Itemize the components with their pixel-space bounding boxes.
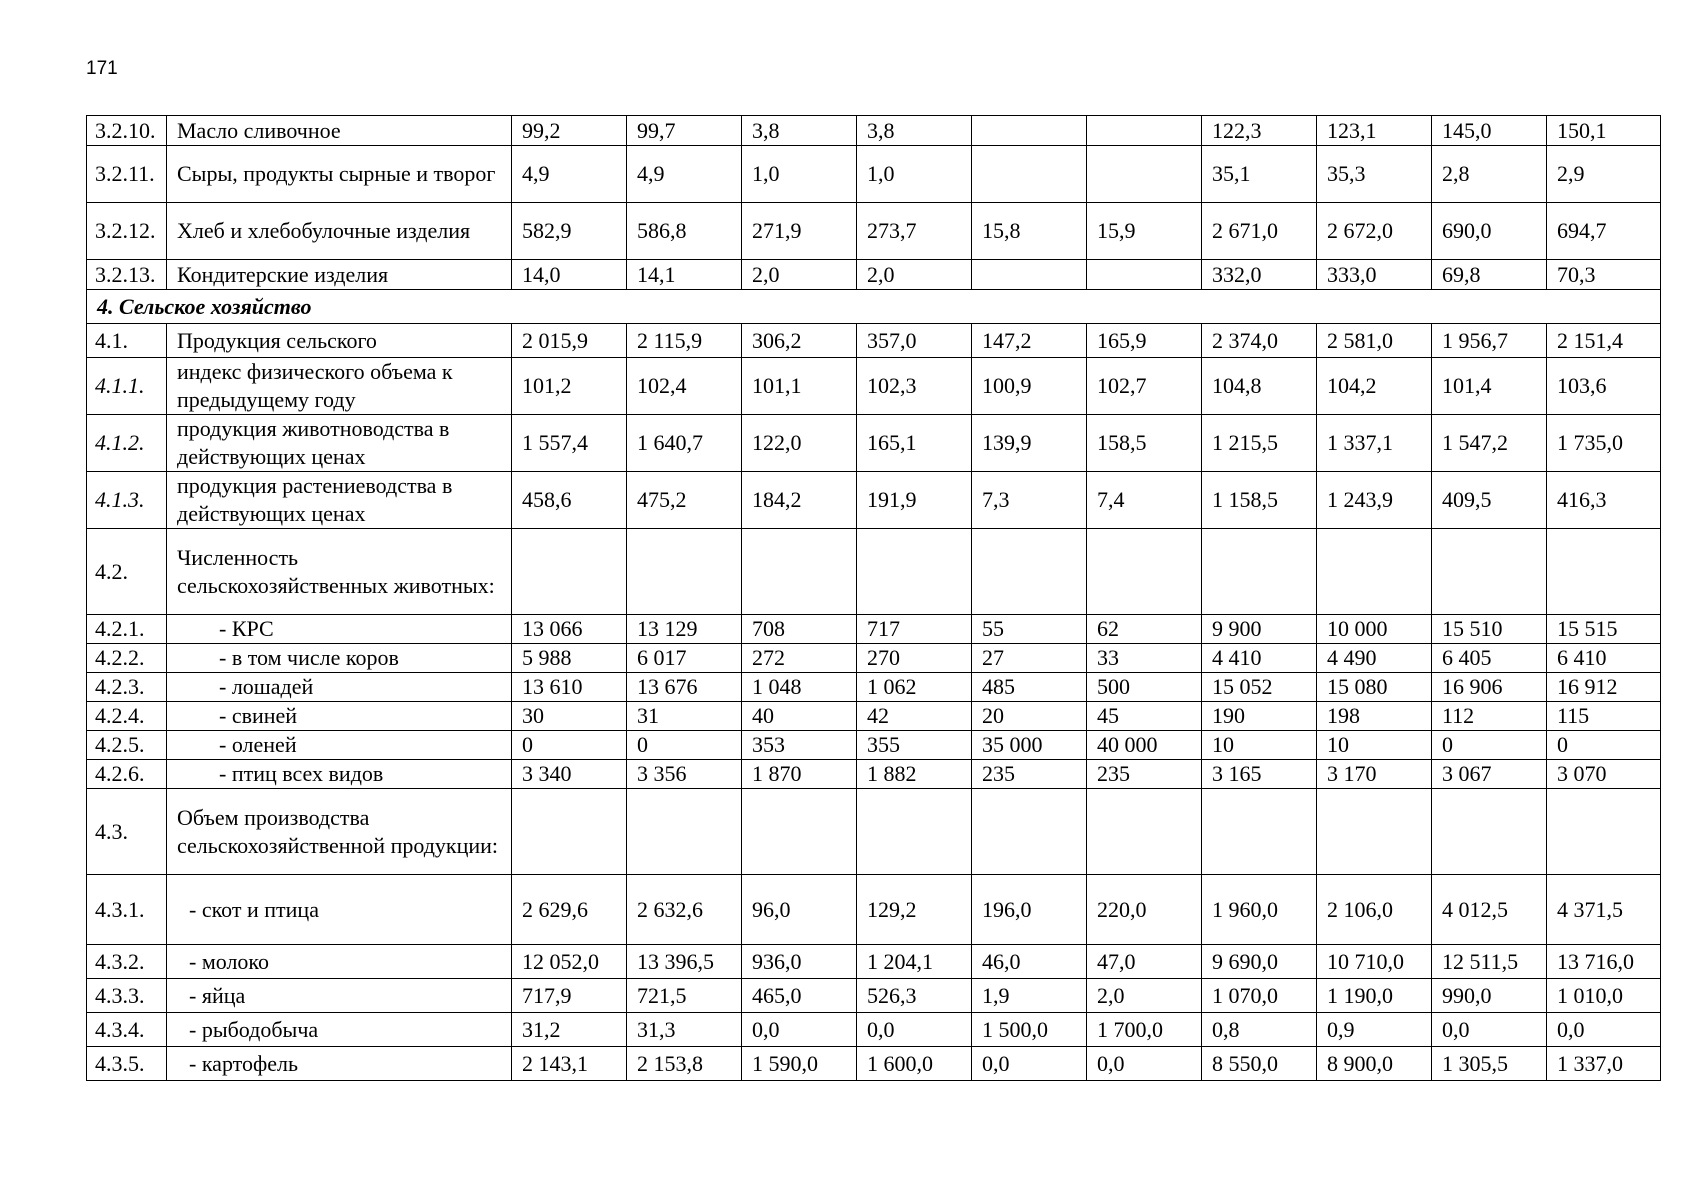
value-cell: 1 590,0 <box>742 1047 857 1081</box>
value-cell: 1 500,0 <box>972 1013 1087 1047</box>
table-row <box>87 358 1661 415</box>
value-cell: 27 <box>972 644 1087 673</box>
value-cell: 5 988 <box>512 644 627 673</box>
value-cell: 0,0 <box>1087 1047 1202 1081</box>
row-name: Масло сливочное <box>167 116 512 146</box>
value-cell: 0 <box>1547 731 1661 760</box>
value-cell: 2 671,0 <box>1202 203 1317 260</box>
value-cell: 3 170 <box>1317 760 1432 789</box>
value-cell <box>1317 529 1432 615</box>
value-cell: 31 <box>627 702 742 731</box>
value-cell: 220,0 <box>1087 875 1202 945</box>
row-number: 3.2.11. <box>87 146 167 203</box>
table-row <box>87 324 1661 358</box>
value-cell: 102,4 <box>627 358 742 415</box>
table-row <box>87 1047 1661 1081</box>
value-cell: 3 067 <box>1432 760 1547 789</box>
value-cell: 0,0 <box>972 1047 1087 1081</box>
value-cell: 10 710,0 <box>1317 945 1432 979</box>
row-name: - лошадей <box>167 673 512 702</box>
value-cell: 690,0 <box>1432 203 1547 260</box>
value-cell: 35,3 <box>1317 146 1432 203</box>
value-cell: 0,8 <box>1202 1013 1317 1047</box>
value-cell: 1 700,0 <box>1087 1013 1202 1047</box>
value-cell <box>512 529 627 615</box>
table-row <box>87 415 1661 472</box>
value-cell: 99,7 <box>627 116 742 146</box>
value-cell: 42 <box>857 702 972 731</box>
value-cell: 1 735,0 <box>1547 415 1661 472</box>
value-cell <box>1202 789 1317 875</box>
value-cell: 586,8 <box>627 203 742 260</box>
value-cell: 3 165 <box>1202 760 1317 789</box>
row-number: 4.1.2. <box>87 415 167 472</box>
value-cell: 20 <box>972 702 1087 731</box>
value-cell: 122,3 <box>1202 116 1317 146</box>
value-cell: 7,3 <box>972 472 1087 529</box>
value-cell <box>1202 529 1317 615</box>
value-cell: 1 190,0 <box>1317 979 1432 1013</box>
row-number: 3.2.13. <box>87 260 167 290</box>
row-name: Продукция сельского <box>167 324 512 358</box>
row-number: 4.2.5. <box>87 731 167 760</box>
value-cell: 0,0 <box>857 1013 972 1047</box>
value-cell: 2 106,0 <box>1317 875 1432 945</box>
value-cell: 1 204,1 <box>857 945 972 979</box>
statistics-table <box>86 115 1661 1081</box>
value-cell: 485 <box>972 673 1087 702</box>
value-cell: 15 515 <box>1547 615 1661 644</box>
value-cell: 35,1 <box>1202 146 1317 203</box>
value-cell: 10 000 <box>1317 615 1432 644</box>
value-cell: 40 000 <box>1087 731 1202 760</box>
value-cell: 990,0 <box>1432 979 1547 1013</box>
value-cell: 104,2 <box>1317 358 1432 415</box>
value-cell: 190 <box>1202 702 1317 731</box>
row-name: - в том числе коров <box>167 644 512 673</box>
value-cell: 3 070 <box>1547 760 1661 789</box>
section-row <box>87 290 1661 324</box>
row-name: - КРС <box>167 615 512 644</box>
value-cell <box>627 529 742 615</box>
row-number: 4.3.2. <box>87 945 167 979</box>
value-cell: 123,1 <box>1317 116 1432 146</box>
value-cell: 694,7 <box>1547 203 1661 260</box>
row-name: - скот и птица <box>167 875 512 945</box>
value-cell: 3,8 <box>857 116 972 146</box>
value-cell: 13 066 <box>512 615 627 644</box>
value-cell: 6 017 <box>627 644 742 673</box>
value-cell: 416,3 <box>1547 472 1661 529</box>
page-number: 171 <box>86 58 118 79</box>
value-cell: 31,3 <box>627 1013 742 1047</box>
row-number: 4.3.3. <box>87 979 167 1013</box>
value-cell <box>972 260 1087 290</box>
value-cell: 158,5 <box>1087 415 1202 472</box>
value-cell: 355 <box>857 731 972 760</box>
value-cell: 2 115,9 <box>627 324 742 358</box>
value-cell: 4,9 <box>512 146 627 203</box>
value-cell <box>1087 789 1202 875</box>
value-cell: 15,8 <box>972 203 1087 260</box>
value-cell: 717,9 <box>512 979 627 1013</box>
value-cell: 1 557,4 <box>512 415 627 472</box>
value-cell: 4 371,5 <box>1547 875 1661 945</box>
table-row <box>87 472 1661 529</box>
value-cell <box>972 116 1087 146</box>
row-name: Численность сельскохозяйственных животных: <box>167 529 512 615</box>
value-cell: 102,3 <box>857 358 972 415</box>
value-cell <box>972 789 1087 875</box>
value-cell: 1 243,9 <box>1317 472 1432 529</box>
value-cell <box>972 146 1087 203</box>
table-row <box>87 116 1661 146</box>
value-cell <box>1547 529 1661 615</box>
value-cell: 13 716,0 <box>1547 945 1661 979</box>
row-number: 4.1. <box>87 324 167 358</box>
value-cell: 0,9 <box>1317 1013 1432 1047</box>
value-cell: 4 410 <box>1202 644 1317 673</box>
value-cell: 70,3 <box>1547 260 1661 290</box>
value-cell: 270 <box>857 644 972 673</box>
table-row <box>87 945 1661 979</box>
value-cell: 2,9 <box>1547 146 1661 203</box>
value-cell: 2,0 <box>742 260 857 290</box>
value-cell: 1 640,7 <box>627 415 742 472</box>
value-cell: 500 <box>1087 673 1202 702</box>
value-cell: 1 062 <box>857 673 972 702</box>
row-number: 4.1.3. <box>87 472 167 529</box>
value-cell: 582,9 <box>512 203 627 260</box>
value-cell: 4 490 <box>1317 644 1432 673</box>
value-cell: 936,0 <box>742 945 857 979</box>
value-cell: 99,2 <box>512 116 627 146</box>
row-name: - молоко <box>167 945 512 979</box>
value-cell: 4,9 <box>627 146 742 203</box>
value-cell: 0 <box>512 731 627 760</box>
row-number: 3.2.10. <box>87 116 167 146</box>
row-name: Сыры, продукты сырные и творог <box>167 146 512 203</box>
value-cell: 13 396,5 <box>627 945 742 979</box>
row-number: 4.2.1. <box>87 615 167 644</box>
value-cell: 332,0 <box>1202 260 1317 290</box>
value-cell: 2,0 <box>1087 979 1202 1013</box>
value-cell: 1 215,5 <box>1202 415 1317 472</box>
value-cell <box>512 789 627 875</box>
value-cell: 30 <box>512 702 627 731</box>
value-cell: 103,6 <box>1547 358 1661 415</box>
value-cell: 3 340 <box>512 760 627 789</box>
row-name: - птиц всех видов <box>167 760 512 789</box>
value-cell <box>1547 789 1661 875</box>
value-cell: 1 337,0 <box>1547 1047 1661 1081</box>
value-cell: 1,9 <box>972 979 1087 1013</box>
value-cell: 101,2 <box>512 358 627 415</box>
value-cell: 2 151,4 <box>1547 324 1661 358</box>
row-name: Объем производства сельскохозяйственной продукции: <box>167 789 512 875</box>
value-cell <box>857 529 972 615</box>
value-cell: 7,4 <box>1087 472 1202 529</box>
value-cell: 9 690,0 <box>1202 945 1317 979</box>
value-cell <box>1087 260 1202 290</box>
value-cell: 33 <box>1087 644 1202 673</box>
value-cell: 1 305,5 <box>1432 1047 1547 1081</box>
value-cell: 112 <box>1432 702 1547 731</box>
value-cell: 717 <box>857 615 972 644</box>
value-cell <box>972 529 1087 615</box>
value-cell: 3 356 <box>627 760 742 789</box>
row-number: 4.2.4. <box>87 702 167 731</box>
row-number: 4.2.6. <box>87 760 167 789</box>
row-number: 4.2. <box>87 529 167 615</box>
table-row <box>87 702 1661 731</box>
value-cell: 271,9 <box>742 203 857 260</box>
value-cell: 147,2 <box>972 324 1087 358</box>
value-cell: 2,8 <box>1432 146 1547 203</box>
section-title: 4. Сельское хозяйство <box>87 290 1661 324</box>
value-cell: 13 610 <box>512 673 627 702</box>
value-cell: 0 <box>1432 731 1547 760</box>
row-name: - картофель <box>167 1047 512 1081</box>
row-number: 4.1.1. <box>87 358 167 415</box>
value-cell: 62 <box>1087 615 1202 644</box>
value-cell: 40 <box>742 702 857 731</box>
table-row <box>87 875 1661 945</box>
value-cell: 15 052 <box>1202 673 1317 702</box>
value-cell: 9 900 <box>1202 615 1317 644</box>
value-cell: 0,0 <box>742 1013 857 1047</box>
table-row <box>87 644 1661 673</box>
value-cell: 2 153,8 <box>627 1047 742 1081</box>
value-cell: 31,2 <box>512 1013 627 1047</box>
value-cell: 306,2 <box>742 324 857 358</box>
value-cell: 475,2 <box>627 472 742 529</box>
value-cell: 526,3 <box>857 979 972 1013</box>
table-row <box>87 1013 1661 1047</box>
value-cell: 357,0 <box>857 324 972 358</box>
value-cell: 3,8 <box>742 116 857 146</box>
value-cell: 708 <box>742 615 857 644</box>
value-cell: 2 143,1 <box>512 1047 627 1081</box>
row-number: 4.3.1. <box>87 875 167 945</box>
row-name: - свиней <box>167 702 512 731</box>
value-cell: 273,7 <box>857 203 972 260</box>
table-row <box>87 731 1661 760</box>
value-cell: 0 <box>627 731 742 760</box>
value-cell: 1 882 <box>857 760 972 789</box>
value-cell: 198 <box>1317 702 1432 731</box>
value-cell: 15 510 <box>1432 615 1547 644</box>
value-cell <box>1432 789 1547 875</box>
value-cell: 8 550,0 <box>1202 1047 1317 1081</box>
value-cell: 196,0 <box>972 875 1087 945</box>
value-cell: 2 374,0 <box>1202 324 1317 358</box>
value-cell: 15,9 <box>1087 203 1202 260</box>
value-cell: 35 000 <box>972 731 1087 760</box>
row-name: - яйца <box>167 979 512 1013</box>
value-cell: 145,0 <box>1432 116 1547 146</box>
value-cell: 8 900,0 <box>1317 1047 1432 1081</box>
table-row <box>87 146 1661 203</box>
table-row <box>87 760 1661 789</box>
value-cell: 2 672,0 <box>1317 203 1432 260</box>
value-cell: 272 <box>742 644 857 673</box>
value-cell: 458,6 <box>512 472 627 529</box>
value-cell: 10 <box>1317 731 1432 760</box>
value-cell: 12 511,5 <box>1432 945 1547 979</box>
value-cell: 1,0 <box>857 146 972 203</box>
value-cell: 69,8 <box>1432 260 1547 290</box>
value-cell: 13 129 <box>627 615 742 644</box>
value-cell: 1 010,0 <box>1547 979 1661 1013</box>
row-name: Кондитерские изделия <box>167 260 512 290</box>
value-cell: 101,1 <box>742 358 857 415</box>
value-cell: 1 960,0 <box>1202 875 1317 945</box>
value-cell: 0,0 <box>1547 1013 1661 1047</box>
row-name: индекс физического объема к предыдущему году <box>167 358 512 415</box>
value-cell: 353 <box>742 731 857 760</box>
value-cell: 13 676 <box>627 673 742 702</box>
value-cell: 1 048 <box>742 673 857 702</box>
value-cell: 122,0 <box>742 415 857 472</box>
value-cell: 14,0 <box>512 260 627 290</box>
value-cell <box>1087 529 1202 615</box>
value-cell: 184,2 <box>742 472 857 529</box>
value-cell <box>1087 146 1202 203</box>
value-cell: 0,0 <box>1432 1013 1547 1047</box>
row-number: 4.3. <box>87 789 167 875</box>
value-cell: 2,0 <box>857 260 972 290</box>
table-row <box>87 615 1661 644</box>
value-cell: 1 956,7 <box>1432 324 1547 358</box>
value-cell: 45 <box>1087 702 1202 731</box>
value-cell <box>857 789 972 875</box>
value-cell: 465,0 <box>742 979 857 1013</box>
value-cell: 165,1 <box>857 415 972 472</box>
value-cell: 235 <box>1087 760 1202 789</box>
row-number: 4.3.4. <box>87 1013 167 1047</box>
row-number: 3.2.12. <box>87 203 167 260</box>
value-cell <box>1317 789 1432 875</box>
row-name: продукция животноводства в действующих ценах <box>167 415 512 472</box>
value-cell: 14,1 <box>627 260 742 290</box>
value-cell: 1 070,0 <box>1202 979 1317 1013</box>
value-cell: 1 337,1 <box>1317 415 1432 472</box>
value-cell: 1 870 <box>742 760 857 789</box>
value-cell: 2 629,6 <box>512 875 627 945</box>
value-cell: 12 052,0 <box>512 945 627 979</box>
value-cell <box>1087 116 1202 146</box>
value-cell: 15 080 <box>1317 673 1432 702</box>
value-cell: 16 906 <box>1432 673 1547 702</box>
value-cell: 333,0 <box>1317 260 1432 290</box>
value-cell: 191,9 <box>857 472 972 529</box>
value-cell: 104,8 <box>1202 358 1317 415</box>
value-cell: 100,9 <box>972 358 1087 415</box>
value-cell: 1,0 <box>742 146 857 203</box>
value-cell: 235 <box>972 760 1087 789</box>
row-name: продукция растениеводства в действующих ценах <box>167 472 512 529</box>
value-cell <box>742 529 857 615</box>
value-cell: 165,9 <box>1087 324 1202 358</box>
row-number: 4.3.5. <box>87 1047 167 1081</box>
value-cell: 4 012,5 <box>1432 875 1547 945</box>
value-cell <box>742 789 857 875</box>
value-cell: 6 405 <box>1432 644 1547 673</box>
value-cell: 6 410 <box>1547 644 1661 673</box>
value-cell: 2 581,0 <box>1317 324 1432 358</box>
row-name: - оленей <box>167 731 512 760</box>
value-cell: 16 912 <box>1547 673 1661 702</box>
value-cell: 1 600,0 <box>857 1047 972 1081</box>
value-cell: 55 <box>972 615 1087 644</box>
value-cell: 150,1 <box>1547 116 1661 146</box>
table-row <box>87 529 1661 615</box>
value-cell: 1 547,2 <box>1432 415 1547 472</box>
row-name: Хлеб и хлебобулочные изделия <box>167 203 512 260</box>
value-cell <box>627 789 742 875</box>
table-row <box>87 260 1661 290</box>
value-cell: 101,4 <box>1432 358 1547 415</box>
value-cell: 139,9 <box>972 415 1087 472</box>
value-cell: 10 <box>1202 731 1317 760</box>
value-cell: 2 632,6 <box>627 875 742 945</box>
row-number: 4.2.3. <box>87 673 167 702</box>
value-cell: 1 158,5 <box>1202 472 1317 529</box>
value-cell: 47,0 <box>1087 945 1202 979</box>
row-name: - рыбодобыча <box>167 1013 512 1047</box>
value-cell: 721,5 <box>627 979 742 1013</box>
value-cell: 115 <box>1547 702 1661 731</box>
value-cell: 129,2 <box>857 875 972 945</box>
table-row <box>87 789 1661 875</box>
value-cell: 102,7 <box>1087 358 1202 415</box>
table-row <box>87 979 1661 1013</box>
table-row <box>87 673 1661 702</box>
value-cell: 46,0 <box>972 945 1087 979</box>
value-cell: 2 015,9 <box>512 324 627 358</box>
table-body <box>87 116 1661 1081</box>
table-row <box>87 203 1661 260</box>
value-cell: 409,5 <box>1432 472 1547 529</box>
value-cell: 96,0 <box>742 875 857 945</box>
row-number: 4.2.2. <box>87 644 167 673</box>
value-cell <box>1432 529 1547 615</box>
